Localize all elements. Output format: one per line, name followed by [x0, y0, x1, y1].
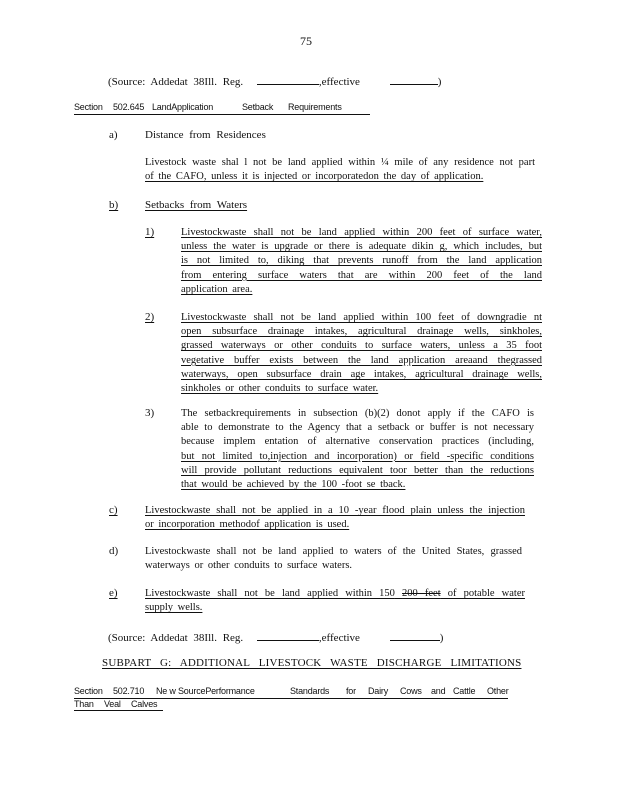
section-title-part: and	[431, 686, 446, 696]
source-suffix: )	[439, 632, 444, 644]
text-line: Livestockwaste shall not be land applied within 100 feet of downgradie nt	[181, 312, 542, 323]
blank-line	[257, 629, 319, 641]
text-line: from entering surface waters that are within 200 feet of the land	[181, 269, 542, 281]
text-line: Livestockwaste shall not be land applied within 200 feet of surface water,	[181, 227, 542, 238]
item-d-text	[145, 545, 522, 573]
section-title-part: for	[346, 686, 356, 696]
text-line: of the CAFO, unless it is injected or incorporatedon the day of application.	[145, 171, 484, 183]
section-title-part: Cattle	[453, 686, 476, 696]
source-note-top	[108, 73, 441, 88]
item-c-text	[145, 504, 525, 532]
section-heading-2	[74, 686, 544, 710]
struck-text: 200 feet	[402, 588, 441, 599]
section-word: Section	[74, 686, 103, 696]
text-line: unless the water is upgrade or there is adequate dikin g, which includes, but	[181, 241, 542, 253]
section-title: LandApplication	[152, 102, 214, 112]
text-line: because implem entation of alternative conservation practices (including,	[181, 436, 534, 448]
section-title-part: Calves	[131, 699, 158, 709]
item-b-label: b)	[109, 199, 119, 211]
item-a-text	[145, 156, 535, 184]
text-line: but not limited to,injection and incorporation) or field -specific conditions	[181, 450, 534, 462]
text-run: of potable water	[440, 588, 525, 599]
source-prefix: (Source: Addedat 38Ill. Reg.	[108, 632, 244, 644]
section-title-part: Other	[487, 686, 509, 696]
source-prefix: (Source: Addedat 38Ill. Reg.	[108, 76, 244, 88]
text-run: Livestockwaste shall not be land applied within 150	[145, 588, 395, 599]
text-line: able to demonstrate to the Agency that a setback or buffer is not necessary	[181, 422, 534, 434]
text-line: supply wells.	[145, 602, 203, 614]
item-b-heading: Setbacks from Waters	[145, 199, 248, 211]
section-title-requirements: Requirements	[288, 102, 342, 112]
item-b3-label: 3)	[145, 407, 155, 419]
text-line: vegetative buffer exists between the land application areaand thegrassed	[181, 354, 542, 366]
section-title-part: Standards	[290, 686, 330, 696]
source-suffix: )	[437, 76, 442, 88]
text-line	[145, 587, 525, 601]
text-line: grassed waterways or other conduits to surface waters, unless a 35 foot	[181, 340, 542, 352]
text-line: Livestockwaste shall not be land applied to waters of the United States, grassed	[145, 546, 522, 557]
item-e-label: e)	[109, 587, 118, 599]
text-line: waterways, open subsurface drain age intakes, agricultural drainage wells,	[181, 368, 542, 380]
subpart-heading: SUBPART G: ADDITIONAL LIVESTOCK WASTE DISCHARGE LIMITATIONS	[102, 657, 522, 669]
text-line: that would be achieved by the 100 -foot se tback.	[181, 479, 406, 491]
section-title-part: Veal	[104, 699, 121, 709]
blank-line	[257, 73, 319, 85]
source-effective: ,effective	[318, 76, 360, 88]
text-line: Livestock waste shal l not be land applied within ¼ mile of any residence not part	[145, 157, 535, 168]
section-title-setback: Setback	[242, 102, 274, 112]
section-heading	[74, 102, 370, 115]
section-heading-2-line2	[74, 699, 163, 711]
item-a-heading: Distance from Residences	[145, 129, 266, 141]
section-number: 502.645	[113, 102, 145, 112]
text-line: will provide pollutant reductions equivalent toor better than the reductions	[181, 464, 534, 476]
item-d-label: d)	[109, 545, 119, 557]
text-line: open subsurface drainage intakes, agricultural drainage wells, sinkholes,	[181, 326, 542, 338]
item-b1-label: 1)	[145, 226, 155, 238]
section-title-part: Than	[74, 699, 94, 709]
blank-line	[390, 629, 440, 641]
item-a-label: a)	[109, 129, 118, 141]
item-b1-text	[181, 226, 542, 297]
item-e-text	[145, 587, 525, 615]
page-number: 75	[300, 34, 312, 48]
text-line: is not limited to, diking that prevents runoff from the land application	[181, 255, 542, 267]
section-title-part: Cows	[400, 686, 422, 696]
item-b2-text	[181, 311, 542, 396]
text-line: The setbackrequirements in subsection (b)(2) donot apply if the CAFO is	[181, 408, 534, 419]
text-line: or incorporation methodof application is used.	[145, 519, 350, 531]
section-number: 502.710	[113, 686, 145, 696]
source-effective: ,effective	[318, 632, 360, 644]
text-line: waterways or other conduits to surface waters.	[145, 560, 353, 572]
item-b2-label: 2)	[145, 311, 155, 323]
text-line: sinkholes or other conduits to surface water.	[181, 383, 379, 395]
item-c-label: c)	[109, 504, 118, 516]
section-title-part: Ne w SourcePerformance	[156, 686, 255, 696]
section-title-part: Dairy	[368, 686, 389, 696]
source-note-bottom	[108, 629, 443, 644]
blank-line	[390, 73, 438, 85]
item-b3-text	[181, 407, 534, 492]
text-line: Livestockwaste shall not be applied in a 10 -year flood plain unless the injection	[145, 505, 525, 516]
text-line: application area.	[181, 283, 253, 295]
section-heading-2-line1	[74, 686, 508, 699]
section-word: Section	[74, 102, 103, 112]
